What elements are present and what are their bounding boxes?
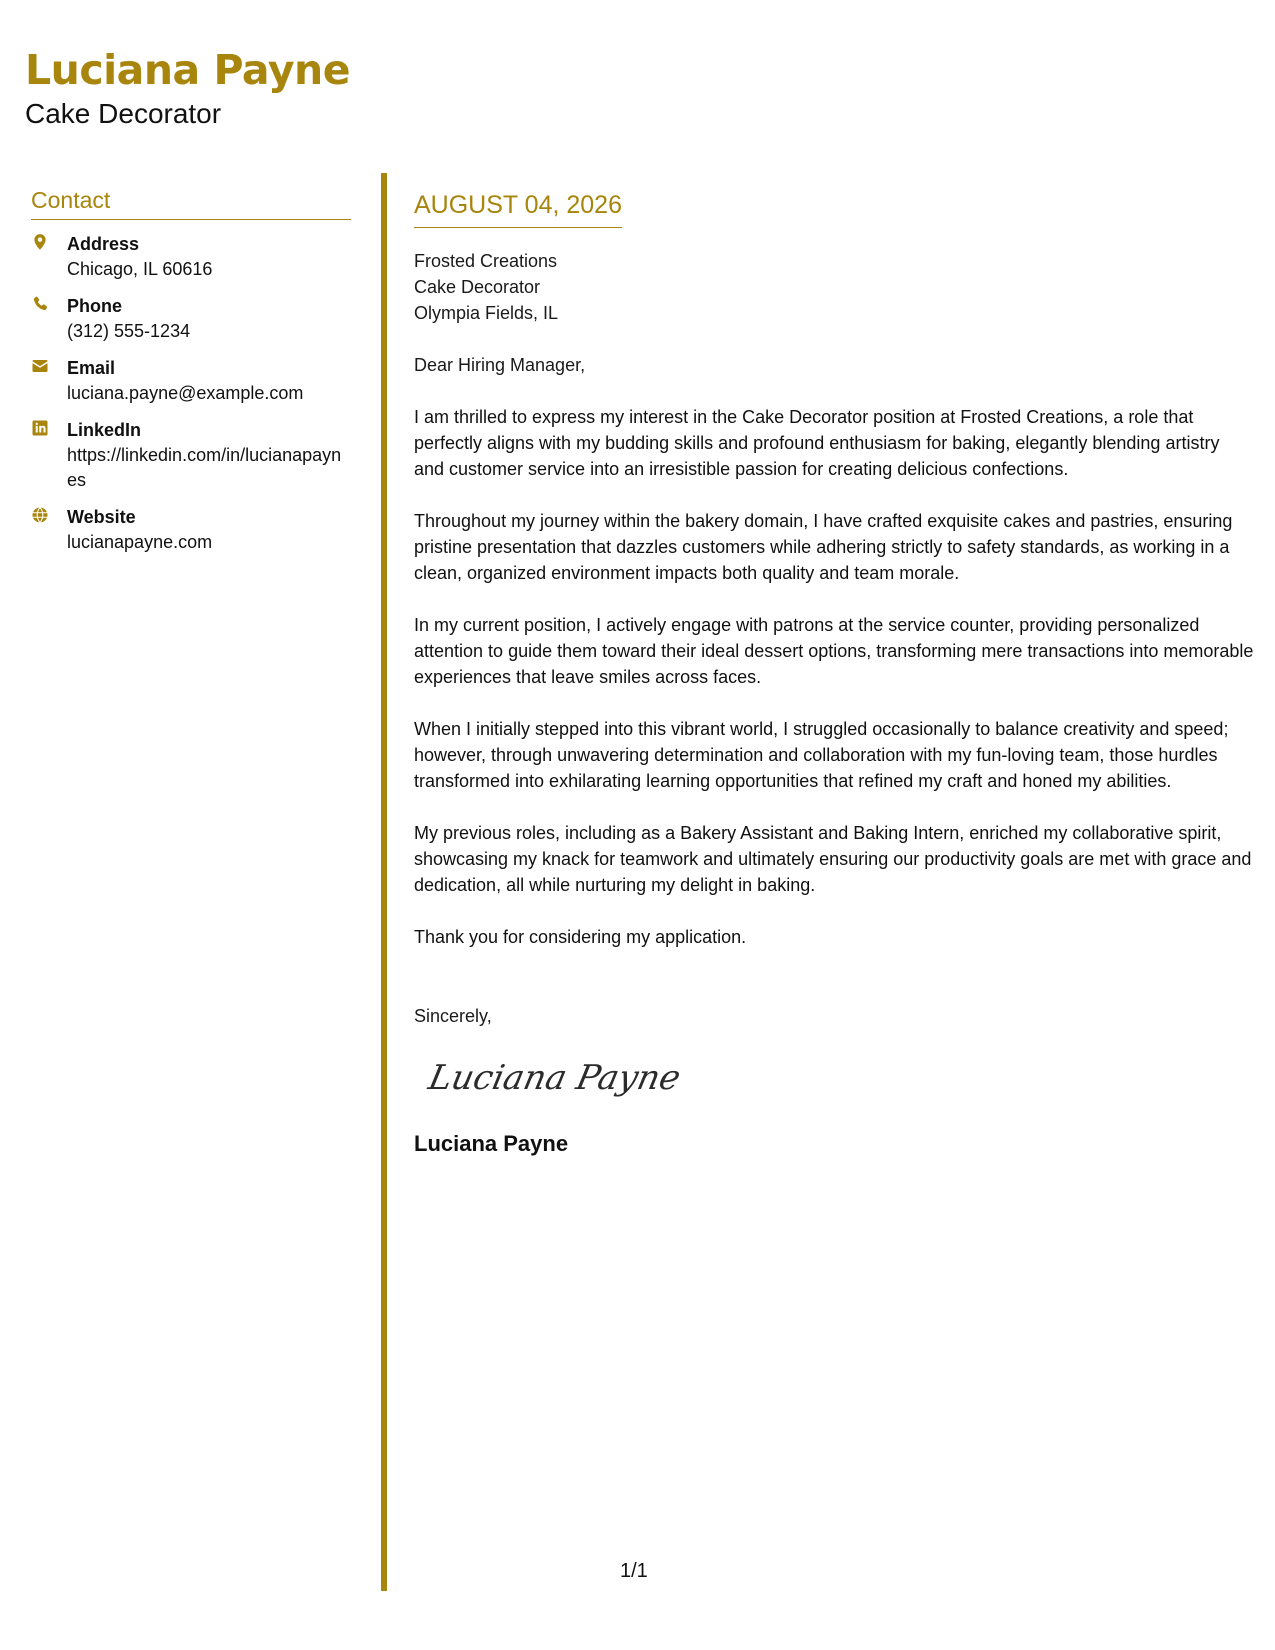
paragraph: My previous roles, including as a Bakery Assistant and Baking Intern, enriched my collaborative spirit, showcasing my knack for teamwork and ultimately ensuring our productivity goals are met with grace and dedication, all while nurturing my delight in baking.	[414, 822, 1252, 895]
contact-item-linkedin	[31, 418, 351, 493]
contact-label: Phone	[67, 296, 123, 317]
contact-label: Website	[67, 507, 136, 528]
recipient-location: Olympia Fields, IL	[414, 302, 559, 323]
header	[25, 46, 351, 130]
salutation: Dear Hiring Manager,	[414, 354, 586, 375]
contact-sidebar	[31, 188, 351, 567]
letter-date: AUGUST 04, 2026	[414, 191, 622, 219]
paragraph: When I initially stepped into this vibrant world, I struggled occasionally to balance creativity and speed; however, through unwavering determination and collaboration with my fun-loving team, those hurdles transformed into exhilarating learning opportunities that refined my craft and honed my abilities.	[414, 718, 1229, 791]
contact-label: Email	[67, 358, 116, 379]
phone-icon	[31, 295, 49, 313]
date-block	[414, 192, 622, 228]
linkedin-icon	[31, 419, 49, 437]
contact-label: LinkedIn	[67, 420, 142, 441]
website-value: lucianapayne.com	[67, 532, 213, 553]
paragraph: Thank you for considering my application.	[414, 926, 747, 947]
contact-list	[31, 232, 351, 555]
contact-label: Address	[67, 234, 140, 255]
svg-text:Luciana Payne: Luciana Payne	[425, 1057, 684, 1098]
recipient-position: Cake Decorator	[414, 276, 541, 297]
location-pin-icon	[31, 233, 49, 251]
signer-name: Luciana Payne	[414, 1130, 569, 1156]
vertical-divider	[381, 173, 387, 1591]
paragraph: Throughout my journey within the bakery domain, I have crafted exquisite cakes and pastries, ensuring pristine presentation that dazzles customers while adhering strictly to safety standards, as working in a clean, organized environment impacts both quality and team morale.	[414, 510, 1233, 583]
contact-item-address	[31, 232, 351, 282]
contact-item-website	[31, 505, 351, 555]
recipient-block	[414, 248, 1254, 326]
globe-icon	[31, 506, 49, 524]
envelope-icon	[31, 357, 49, 375]
page-number: 1/1	[620, 1560, 648, 1582]
letter-body	[414, 192, 1254, 1157]
contact-item-phone	[31, 294, 351, 344]
address-value: Chicago, IL 60616	[67, 259, 213, 280]
recipient-company: Frosted Creations	[414, 250, 558, 271]
contact-item-email	[31, 356, 351, 406]
contact-section-title: Contact	[31, 188, 351, 220]
signature-image	[424, 1047, 684, 1107]
closing: Sincerely,	[414, 1005, 492, 1026]
linkedin-value: https://linkedin.com/in/lucianapaynes	[67, 445, 342, 491]
applicant-name: Luciana Payne	[25, 46, 351, 94]
phone-value: (312) 555-1234	[67, 321, 191, 342]
paragraph: In my current position, I actively engage with patrons at the service counter, providing personalized attention to guide them toward their ideal dessert options, transforming mere transactions into memorable experiences that leave smiles across faces.	[414, 614, 1254, 687]
applicant-title: Cake Decorator	[25, 98, 222, 129]
paragraph: I am thrilled to express my interest in the Cake Decorator position at Frosted Creations, a role that perfectly aligns with my budding skills and profound enthusiasm for baking, elegantly blending artistry and customer service into an irresistible passion for creating delicious confections.	[414, 406, 1220, 479]
email-value: luciana.payne@example.com	[67, 383, 304, 404]
